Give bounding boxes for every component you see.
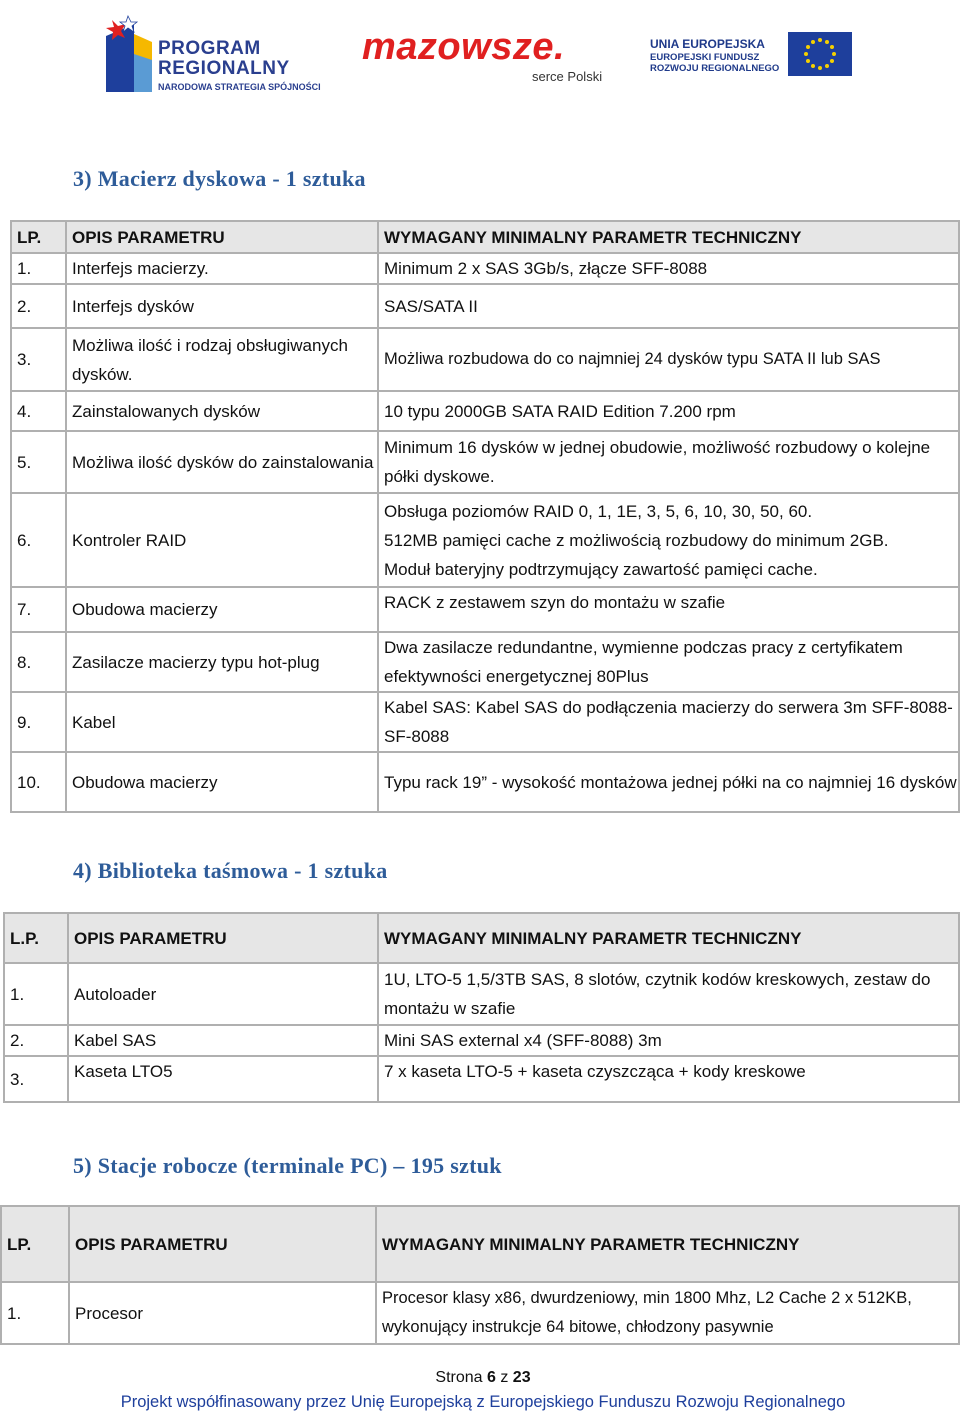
unia-line1: UNIA EUROPEJSKA: [650, 37, 765, 51]
table-row: [4, 1025, 959, 1056]
page-header: [0, 0, 960, 110]
cell-wymagany: Procesor klasy x86, dwurdzeniowy, min 1800 Mhz, L2 Cache 2 x 512KB, wykonujący instrukcje 64 bitowe, chłodzony pasywnie: [376, 1282, 959, 1344]
cell-lp: 3.: [4, 1056, 68, 1102]
section-title-biblioteka: 4) Biblioteka taśmowa - 1 sztuka: [73, 858, 388, 883]
cell-wymagany: Typu rack 19” - wysokość montażowa jednej półki na co najmniej 16 dysków: [378, 752, 959, 812]
unia-europejska-logo: [650, 32, 910, 82]
cell-wymagany: 1U, LTO-5 1,5/3TB SAS, 8 slotów, czytnik kodów kreskowych, zestaw do montażu w szafie: [378, 963, 959, 1025]
cell-opis: Interfejs dysków: [66, 284, 378, 328]
cell-wymagany: RACK z zestawem szyn do montażu w szafie: [378, 587, 959, 632]
table-row: [11, 632, 959, 692]
table-row: [4, 963, 959, 1025]
cell-opis: Kabel: [66, 692, 378, 752]
cell-opis: Kaseta LTO5: [68, 1056, 378, 1102]
table-row: [11, 391, 959, 431]
program-regionalny-logo: [98, 14, 338, 94]
cell-opis: Obudowa macierzy: [66, 752, 378, 812]
cell-opis: Obudowa macierzy: [66, 587, 378, 632]
mazowsze-tagline: serce Polski: [532, 69, 603, 84]
table-biblioteka: [3, 912, 960, 1103]
table-row: [11, 284, 959, 328]
cell-wymagany: 10 typu 2000GB SATA RAID Edition 7.200 rpm: [378, 391, 959, 431]
header-lp: L.P.: [4, 913, 68, 963]
cell-lp: 1.: [11, 253, 66, 284]
cell-wymagany: Kabel SAS: Kabel SAS do podłączenia macierzy do serwera 3m SFF-8088-SF-8088: [378, 692, 959, 752]
cell-wymagany: Mini SAS external x4 (SFF-8088) 3m: [378, 1025, 959, 1056]
cell-opis: Możliwa ilość i rodzaj obsługiwanych dysków.: [66, 328, 378, 391]
cell-lp: 5.: [11, 431, 66, 493]
table-row: [11, 587, 959, 632]
program-regionalny-line2: REGIONALNY: [158, 58, 290, 79]
battery-line: Moduł bateryjny podtrzymujący zawartość pamięci cache.: [384, 559, 818, 579]
table-row: [11, 752, 959, 812]
eu-flag-icon: [788, 32, 852, 76]
cell-lp: 2.: [4, 1025, 68, 1056]
raid-levels-line: Obsługa poziomów RAID 0, 1, 1E, 3, 5, 6, 10, 30, 50, 60.: [384, 501, 813, 521]
cell-lp: 4.: [11, 391, 66, 431]
unia-line2: EUROPEJSKI FUNDUSZ: [650, 52, 760, 63]
table-row: [11, 253, 959, 284]
page-prefix: Strona: [435, 1369, 483, 1386]
table-header-row: [11, 221, 959, 253]
cell-lp: 10.: [11, 752, 66, 812]
table-header-row: [4, 913, 959, 963]
table-row: [11, 493, 959, 587]
cell-wymagany: SAS/SATA II: [378, 284, 959, 328]
cell-wymagany: 7 x kaseta LTO-5 + kaseta czyszcząca + kody kreskowe: [378, 1056, 959, 1102]
page-number: [0, 1369, 960, 1387]
cell-lp: 1.: [1, 1282, 69, 1344]
section-title-stacje: 5) Stacje robocze (terminale PC) – 195 sztuk: [73, 1153, 502, 1178]
program-regionalny-line3: NARODOWA STRATEGIA SPÓJNOŚCI: [158, 82, 321, 92]
table-header-row: [1, 1206, 959, 1282]
header-wymagany: WYMAGANY MINIMALNY PARAMETR TECHNICZNY: [376, 1206, 959, 1282]
mazowsze-wordmark: mazowsze.: [362, 26, 566, 68]
table-row: [11, 431, 959, 493]
header-wymagany: WYMAGANY MINIMALNY PARAMETR TECHNICZNY: [378, 913, 959, 963]
cell-wymagany: Możliwa rozbudowa do co najmniej 24 dysków typu SATA II lub SAS: [378, 328, 959, 391]
section-title-macierz: 3) Macierz dyskowa - 1 sztuka: [73, 166, 366, 191]
cell-opis: Zainstalowanych dysków: [66, 391, 378, 431]
cell-wymagany: Dwa zasilacze redundantne, wymienne podczas pracy z certyfikatem efektywności energetycznej 80Plus: [378, 632, 959, 692]
cell-lp: 8.: [11, 632, 66, 692]
program-regionalny-emblem-icon: [98, 14, 156, 94]
cell-wymagany-multiline: [378, 493, 959, 587]
cell-opis: Interfejs macierzy.: [66, 253, 378, 284]
cell-wymagany: Minimum 2 x SAS 3Gb/s, złącze SFF-8088: [378, 253, 959, 284]
unia-line3: ROZWOJU REGIONALNEGO: [650, 63, 780, 74]
header-lp: LP.: [1, 1206, 69, 1282]
cell-opis: Zasilacze macierzy typu hot-plug: [66, 632, 378, 692]
program-regionalny-line1: PROGRAM: [158, 38, 261, 59]
cell-lp: 2.: [11, 284, 66, 328]
header-wymagany: WYMAGANY MINIMALNY PARAMETR TECHNICZNY: [378, 221, 959, 253]
cofinancing-note: Projekt współfinasowany przez Unię Europejską z Europejskiego Funduszu Rozwoju Regionalnego: [120, 1393, 846, 1411]
page-current: 6: [486, 1369, 496, 1386]
mazowsze-logo: [362, 20, 622, 90]
cell-opis: Procesor: [69, 1282, 376, 1344]
table-row: [11, 328, 959, 391]
cell-lp: 3.: [11, 328, 66, 391]
cell-opis: Autoloader: [68, 963, 378, 1025]
table-stacje: [0, 1205, 960, 1345]
cell-lp: 7.: [11, 587, 66, 632]
cell-lp: 1.: [4, 963, 68, 1025]
cell-lp: 6.: [11, 493, 66, 587]
cell-opis: Kabel SAS: [68, 1025, 378, 1056]
header-lp: LP.: [11, 221, 66, 253]
header-opis: OPIS PARAMETRU: [66, 221, 378, 253]
header-opis: OPIS PARAMETRU: [68, 913, 378, 963]
header-opis: OPIS PARAMETRU: [69, 1206, 376, 1282]
table-row: [11, 692, 959, 752]
page-separator: z: [500, 1369, 509, 1386]
page-total: 23: [512, 1369, 531, 1386]
table-row: [1, 1282, 959, 1344]
cell-lp: 9.: [11, 692, 66, 752]
cell-opis: Kontroler RAID: [66, 493, 378, 587]
table-row: [4, 1056, 959, 1102]
cell-wymagany: Minimum 16 dysków w jednej obudowie, możliwość rozbudowy o kolejne półki dyskowe.: [378, 431, 959, 493]
cell-opis: Możliwa ilość dysków do zainstalowania: [66, 431, 378, 493]
table-macierz: [10, 220, 960, 813]
cache-line: 512MB pamięci cache z możliwością rozbudowy do minimum 2GB.: [384, 530, 889, 550]
